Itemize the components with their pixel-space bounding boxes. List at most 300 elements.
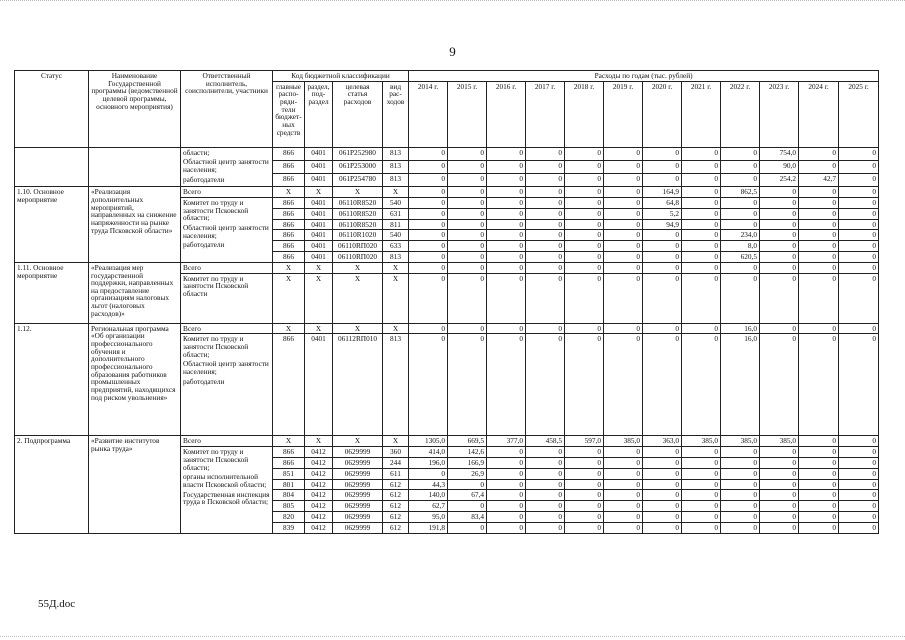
amount-cell: 0	[721, 198, 760, 209]
code-cell: 866	[273, 334, 305, 436]
amount-cell: 0	[409, 252, 448, 263]
amount-cell: 0	[643, 230, 682, 241]
amount-cell: 0	[839, 522, 879, 533]
amount-cell: 0	[799, 187, 839, 198]
code-cell: 0401	[305, 147, 333, 160]
amount-cell: 0	[721, 273, 760, 323]
code-cell: 813	[383, 174, 409, 187]
header-year: 2020 г.	[643, 81, 682, 147]
amount-cell: 0	[760, 490, 799, 501]
amount-cell: 0	[604, 187, 643, 198]
amount-cell: 0	[604, 174, 643, 187]
amount-cell: 0	[682, 522, 721, 533]
amount-cell: 0	[760, 208, 799, 219]
amount-cell: 0	[604, 501, 643, 512]
responsible-line: области;	[183, 147, 210, 157]
code-cell: 866	[273, 252, 305, 263]
amount-cell: 0	[682, 273, 721, 323]
amount-cell: 0	[682, 447, 721, 458]
amount-cell: 0	[682, 468, 721, 479]
amount-cell: 0	[682, 252, 721, 263]
code-cell: X	[333, 262, 383, 273]
amount-cell: 0	[643, 160, 682, 173]
code-cell: 0401	[305, 208, 333, 219]
header-year: 2016 г.	[487, 81, 526, 147]
amount-cell: 0	[409, 334, 448, 436]
code-cell: X	[383, 323, 409, 334]
code-cell: 06112RП010	[333, 334, 383, 436]
amount-cell: 620,5	[721, 252, 760, 263]
header-year: 2014 г.	[409, 81, 448, 147]
amount-cell: 0	[799, 219, 839, 230]
amount-cell: 0	[526, 147, 565, 160]
code-cell: 0401	[305, 241, 333, 252]
amount-cell: 597,0	[565, 436, 604, 447]
code-cell: 612	[383, 490, 409, 501]
program-name-cell: «Развитие институтов рынка труда»	[89, 436, 181, 533]
amount-cell: 0	[526, 522, 565, 533]
code-cell: 811	[383, 219, 409, 230]
code-cell: X	[305, 262, 333, 273]
amount-cell: 0	[487, 219, 526, 230]
code-cell: 805	[273, 501, 305, 512]
amount-cell: 0	[487, 512, 526, 523]
code-cell: X	[333, 323, 383, 334]
amount-cell: 0	[487, 458, 526, 469]
amount-cell: 0	[409, 241, 448, 252]
amount-cell: 0	[526, 174, 565, 187]
amount-cell: 0	[526, 160, 565, 173]
code-cell: 0629999	[333, 447, 383, 458]
amount-cell: 0	[565, 230, 604, 241]
code-cell: 061P252980	[333, 147, 383, 160]
amount-cell: 385,0	[721, 436, 760, 447]
amount-cell: 0	[643, 147, 682, 160]
amount-cell: 0	[682, 490, 721, 501]
amount-cell: 0	[409, 262, 448, 273]
amount-cell: 67,4	[448, 490, 487, 501]
amount-cell: 0	[799, 160, 839, 173]
amount-cell: 0	[565, 447, 604, 458]
code-cell: 866	[273, 447, 305, 458]
header-year: 2018 г.	[565, 81, 604, 147]
amount-cell: 1305,0	[409, 436, 448, 447]
code-cell: 540	[383, 198, 409, 209]
amount-cell: 385,0	[682, 436, 721, 447]
amount-cell: 862,5	[721, 187, 760, 198]
amount-cell: 0	[409, 198, 448, 209]
amount-cell: 16,0	[721, 323, 760, 334]
header-name: Наименование Государственной программы (ведомственной целевой программы, основного мероприятия)	[89, 71, 181, 148]
scan-bottom-edge	[0, 636, 905, 639]
code-cell: X	[383, 262, 409, 273]
status-cell: 1.10. Основное мероприятие	[15, 187, 89, 263]
code-cell: 0401	[305, 230, 333, 241]
amount-cell: 0	[526, 273, 565, 323]
amount-cell: 0	[721, 468, 760, 479]
code-cell: 0629999	[333, 522, 383, 533]
code-cell: 0412	[305, 458, 333, 469]
amount-cell: 0	[565, 273, 604, 323]
amount-cell: 0	[448, 219, 487, 230]
code-cell: 866	[273, 458, 305, 469]
amount-cell: 0	[643, 241, 682, 252]
amount-cell: 0	[643, 490, 682, 501]
amount-cell: 0	[604, 230, 643, 241]
amount-cell: 0	[604, 468, 643, 479]
program-name-cell: «Реализация дополнительных мероприятий, направленных на снижение напряженности на рынке труда Псковской области»	[89, 187, 181, 263]
amount-cell: 0	[799, 512, 839, 523]
amount-cell: 377,0	[487, 436, 526, 447]
code-cell: 0412	[305, 468, 333, 479]
amount-cell: 0	[565, 522, 604, 533]
amount-cell: 0	[487, 198, 526, 209]
amount-cell: 26,9	[448, 468, 487, 479]
amount-cell: 0	[682, 262, 721, 273]
amount-cell: 0	[839, 334, 879, 436]
amount-cell: 0	[487, 262, 526, 273]
amount-cell: 0	[799, 252, 839, 263]
amount-cell: 0	[604, 252, 643, 263]
amount-cell: 0	[409, 208, 448, 219]
responsible-line: Областной центр занятости населения;	[183, 359, 269, 377]
amount-cell: 0	[799, 198, 839, 209]
document-filename: 55Д.doc	[38, 598, 76, 610]
code-cell: 801	[273, 479, 305, 490]
amount-cell: 0	[799, 208, 839, 219]
responsible-line: Комитет по труду и занятости Псковской области;	[183, 198, 249, 223]
amount-cell: 0	[682, 501, 721, 512]
amount-cell: 0	[799, 490, 839, 501]
amount-cell: 0	[604, 208, 643, 219]
amount-cell: 0	[839, 219, 879, 230]
amount-cell: 0	[565, 252, 604, 263]
code-cell: X	[305, 436, 333, 447]
code-cell: 0629999	[333, 512, 383, 523]
code-cell: 612	[383, 522, 409, 533]
amount-cell: 0	[760, 479, 799, 490]
amount-cell: 0	[565, 208, 604, 219]
status-cell: 2. Подпрограмма	[15, 436, 89, 533]
code-cell: 0401	[305, 252, 333, 263]
code-cell: 06110R1020	[333, 230, 383, 241]
code-cell: 06110R8520	[333, 208, 383, 219]
amount-cell: 0	[721, 501, 760, 512]
program-name-cell: «Реализация мер государственной поддержки, направленных на предоставление организациям налоговых льгот (налоговых расходов)»	[89, 262, 181, 323]
amount-cell: 0	[487, 334, 526, 436]
responsible-line: Комитет по труду и занятости Псковской области;	[183, 334, 249, 359]
amount-cell: 0	[526, 468, 565, 479]
amount-cell: 0	[565, 147, 604, 160]
amount-cell: 0	[448, 273, 487, 323]
amount-cell: 83,4	[448, 512, 487, 523]
code-cell: X	[305, 323, 333, 334]
amount-cell: 0	[839, 208, 879, 219]
code-cell: 866	[273, 147, 305, 160]
amount-cell: 0	[565, 323, 604, 334]
amount-cell: 0	[487, 323, 526, 334]
amount-cell: 363,0	[643, 436, 682, 447]
amount-cell: 196,0	[409, 458, 448, 469]
header-year: 2015 г.	[448, 81, 487, 147]
code-cell: X	[333, 187, 383, 198]
code-cell: X	[383, 187, 409, 198]
amount-cell: 0	[839, 252, 879, 263]
responsible-line: Областной центр занятости населения;	[183, 223, 269, 240]
amount-cell: 0	[839, 436, 879, 447]
header-year: 2023 г.	[760, 81, 799, 147]
amount-cell: 0	[448, 160, 487, 173]
table-row	[15, 436, 879, 447]
amount-cell: 0	[682, 174, 721, 187]
code-cell: 06110RП020	[333, 241, 383, 252]
amount-cell: 0	[604, 447, 643, 458]
amount-cell: 0	[799, 447, 839, 458]
amount-cell: 0	[760, 230, 799, 241]
header-expenses-group: Расходы по годам (тыс. рублей)	[409, 71, 879, 82]
amount-cell: 0	[448, 323, 487, 334]
amount-cell: 414,0	[409, 447, 448, 458]
amount-cell: 0	[682, 458, 721, 469]
code-cell: 839	[273, 522, 305, 533]
amount-cell: 0	[760, 501, 799, 512]
code-cell: 06110R8520	[333, 219, 383, 230]
amount-cell: 0	[721, 447, 760, 458]
amount-cell: 0	[760, 334, 799, 436]
code-cell: 0401	[305, 160, 333, 173]
responsible-line: работодатели	[183, 174, 225, 184]
responsible-line: работодатели	[183, 240, 225, 250]
amount-cell: 0	[487, 468, 526, 479]
amount-cell: 0	[799, 458, 839, 469]
amount-cell: 0	[839, 490, 879, 501]
code-cell: X	[273, 436, 305, 447]
amount-cell: 0	[448, 334, 487, 436]
responsible-line: Комитет по труду и занятости Псковской области;	[183, 447, 249, 472]
amount-cell: 458,5	[526, 436, 565, 447]
amount-cell: 0	[409, 147, 448, 160]
code-cell: 06110R8520	[333, 198, 383, 209]
amount-cell: 90,0	[760, 160, 799, 173]
amount-cell: 0	[760, 219, 799, 230]
amount-cell: 0	[799, 273, 839, 323]
amount-cell: 0	[839, 447, 879, 458]
amount-cell: 0	[604, 334, 643, 436]
amount-cell: 0	[760, 198, 799, 209]
amount-cell: 0	[526, 230, 565, 241]
amount-cell: 0	[839, 160, 879, 173]
amount-cell: 0	[721, 479, 760, 490]
amount-cell: 0	[760, 512, 799, 523]
code-cell: X	[305, 273, 333, 323]
scan-top-edge	[0, 0, 905, 5]
code-cell: 866	[273, 160, 305, 173]
responsible-cell	[181, 147, 273, 187]
amount-cell: 0	[721, 522, 760, 533]
amount-cell: 0	[839, 262, 879, 273]
amount-cell: 0	[487, 479, 526, 490]
total-label-cell: Всего	[181, 323, 273, 334]
amount-cell: 0	[487, 501, 526, 512]
amount-cell: 0	[526, 187, 565, 198]
amount-cell: 0	[487, 252, 526, 263]
amount-cell: 42,7	[799, 174, 839, 187]
amount-cell: 0	[448, 252, 487, 263]
amount-cell: 0	[643, 252, 682, 263]
code-cell: 866	[273, 198, 305, 209]
code-cell: 813	[383, 334, 409, 436]
amount-cell: 0	[487, 147, 526, 160]
header-year: 2017 г.	[526, 81, 565, 147]
amount-cell: 0	[760, 262, 799, 273]
code-cell: 0412	[305, 501, 333, 512]
amount-cell: 0	[682, 160, 721, 173]
code-cell: 866	[273, 174, 305, 187]
amount-cell: 0	[409, 160, 448, 173]
amount-cell: 0	[526, 447, 565, 458]
amount-cell: 0	[448, 187, 487, 198]
code-cell: 866	[273, 208, 305, 219]
amount-cell: 0	[799, 241, 839, 252]
amount-cell: 0	[643, 262, 682, 273]
amount-cell: 0	[721, 160, 760, 173]
amount-cell: 0	[799, 479, 839, 490]
header-year: 2024 г.	[799, 81, 839, 147]
amount-cell: 0	[604, 262, 643, 273]
amount-cell: 0	[799, 230, 839, 241]
amount-cell: 0	[799, 323, 839, 334]
amount-cell: 0	[565, 512, 604, 523]
code-cell: 612	[383, 501, 409, 512]
amount-cell: 191,8	[409, 522, 448, 533]
amount-cell: 0	[682, 187, 721, 198]
amount-cell: 0	[565, 262, 604, 273]
amount-cell: 0	[839, 174, 879, 187]
responsible-cell	[181, 334, 273, 436]
code-cell: 851	[273, 468, 305, 479]
amount-cell: 0	[682, 479, 721, 490]
amount-cell: 0	[839, 501, 879, 512]
amount-cell: 0	[565, 198, 604, 209]
amount-cell: 140,0	[409, 490, 448, 501]
header-responsible: Ответственный исполнитель, соисполнители, участники	[181, 71, 273, 148]
amount-cell: 95,0	[409, 512, 448, 523]
amount-cell: 0	[643, 174, 682, 187]
header-year: 2019 г.	[604, 81, 643, 147]
amount-cell: 0	[565, 174, 604, 187]
page-number: 9	[449, 44, 456, 59]
responsible-line: работодатели	[183, 376, 225, 386]
amount-cell: 0	[839, 323, 879, 334]
amount-cell: 0	[760, 458, 799, 469]
amount-cell: 0	[604, 160, 643, 173]
amount-cell: 0	[526, 458, 565, 469]
amount-cell: 0	[643, 447, 682, 458]
header-year: 2021 г.	[682, 81, 721, 147]
responsible-cell	[181, 447, 273, 533]
amount-cell: 254,2	[760, 174, 799, 187]
amount-cell: 0	[760, 447, 799, 458]
code-cell: 0412	[305, 522, 333, 533]
amount-cell: 0	[604, 323, 643, 334]
code-cell: 0629999	[333, 458, 383, 469]
amount-cell: 0	[643, 512, 682, 523]
code-cell: X	[305, 187, 333, 198]
code-cell: X	[273, 262, 305, 273]
amount-cell: 0	[487, 160, 526, 173]
amount-cell: 0	[409, 230, 448, 241]
header-code-col: целевая статья расходов	[333, 81, 383, 147]
amount-cell: 0	[799, 334, 839, 436]
amount-cell: 0	[565, 479, 604, 490]
amount-cell: 0	[565, 241, 604, 252]
amount-cell: 0	[682, 334, 721, 436]
program-name-cell: Региональная программа «Об организации профессионального обучения и дополнительного профессионального образования работников промышленных предприятий, находящихся под риском увольнения»	[89, 323, 181, 436]
amount-cell: 0	[526, 262, 565, 273]
amount-cell: 0	[643, 458, 682, 469]
code-cell: 866	[273, 241, 305, 252]
amount-cell: 16,0	[721, 334, 760, 436]
amount-cell: 0	[643, 468, 682, 479]
code-cell: 813	[383, 147, 409, 160]
code-cell: 0412	[305, 490, 333, 501]
code-cell: 360	[383, 447, 409, 458]
amount-cell: 0	[760, 241, 799, 252]
amount-cell: 0	[604, 479, 643, 490]
amount-cell: 0	[448, 501, 487, 512]
total-label-cell: Всего	[181, 262, 273, 273]
amount-cell: 0	[839, 198, 879, 209]
amount-cell: 0	[604, 522, 643, 533]
amount-cell: 0	[721, 174, 760, 187]
amount-cell: 0	[799, 436, 839, 447]
amount-cell: 0	[409, 219, 448, 230]
amount-cell: 0	[721, 208, 760, 219]
amount-cell: 0	[448, 198, 487, 209]
header-year: 2022 г.	[721, 81, 760, 147]
amount-cell: 0	[409, 187, 448, 198]
code-cell: 0629999	[333, 501, 383, 512]
code-cell: 631	[383, 208, 409, 219]
amount-cell: 0	[487, 447, 526, 458]
amount-cell: 0	[448, 262, 487, 273]
amount-cell: 0	[448, 522, 487, 533]
amount-cell: 0	[409, 468, 448, 479]
total-label-cell: Всего	[181, 436, 273, 447]
responsible-line: органы исполнительной власти Псковской области;	[183, 472, 267, 489]
total-label-cell: Всего	[181, 187, 273, 198]
code-cell: 06110RП020	[333, 252, 383, 263]
amount-cell: 0	[604, 219, 643, 230]
amount-cell: 0	[839, 230, 879, 241]
amount-cell: 385,0	[604, 436, 643, 447]
amount-cell: 0	[643, 323, 682, 334]
status-cell: 1.11. Основное мероприятие	[15, 262, 89, 323]
amount-cell: 0	[526, 490, 565, 501]
amount-cell: 0	[604, 147, 643, 160]
header-code-group: Код бюджетной классификации	[273, 71, 409, 82]
code-cell: 061P253000	[333, 160, 383, 173]
code-cell: 0629999	[333, 479, 383, 490]
amount-cell: 0	[526, 334, 565, 436]
table-row	[15, 323, 879, 334]
budget-table	[14, 70, 879, 534]
amount-cell: 0	[799, 522, 839, 533]
code-cell: 813	[383, 252, 409, 263]
code-cell: X	[273, 187, 305, 198]
amount-cell: 0	[721, 147, 760, 160]
program-name-cell	[89, 147, 181, 187]
